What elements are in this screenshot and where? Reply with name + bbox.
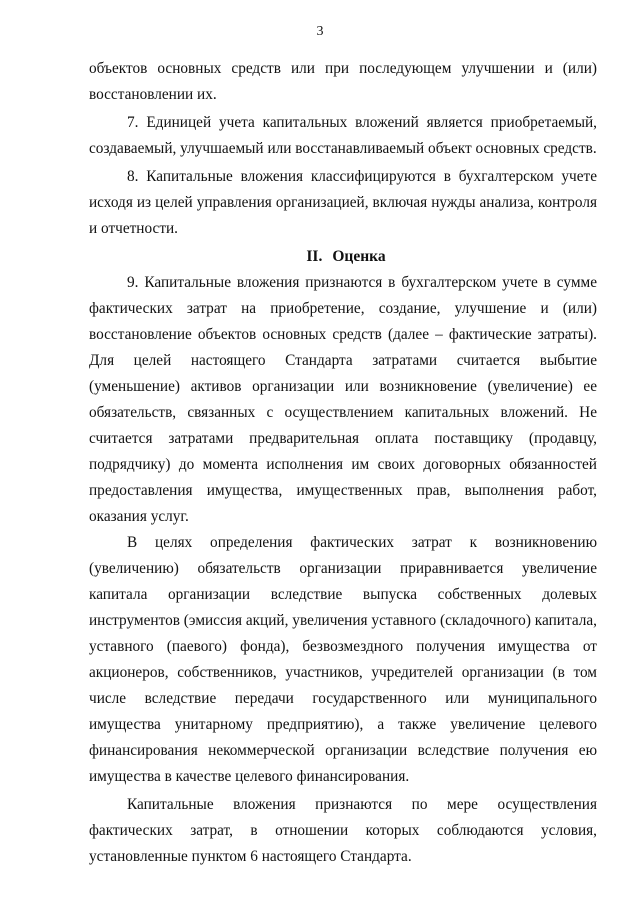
paragraph-9: 9. Капитальные вложения признаются в бухгалтерском учете в сумме фактических затрат на приобретение, создание, улучшение и (или) восстановление объектов основных средств (далее – фактические затраты). Для целей настоящего Стандарта затратами считается выбытие (уменьшение) активов организации или возникновение (увеличение) ее обязательств, связанных с осуществлением капитальных вложений. Не считается затратами предварительная оплата поставщику (продавцу, подрядчику) до момента исполнения им своих договорных обязанностей предоставления имущества, имущественных прав, выполнения работ, оказания услуг. xyxy=(89,274,597,525)
paragraph-9-continuation: В целях определения фактических затрат к возникновению (увеличению) обязательств организации приравнивается увеличение капитала организации вследствие выпуска собственных долевых инструментов (эмиссия акций, увеличения уставного (складочного) капитала, уставного (паевого) фонда), безвозмездного получения имущества от акционеров, собственников, участников, учредителей организации (в том числе вследствие передачи государственного или муниципального имущества унитарному предприятию), а также увеличение целевого финансирования некоммерческой организации вследствие получения ею имущества в качестве целевого финансирования. xyxy=(89,534,597,785)
page-number: 3 xyxy=(316,24,324,39)
paragraph-7: 7. Единицей учета капитальных вложений является приобретаемый, создаваемый, улучшаемый или восстанавливаемый объект основных средств. xyxy=(89,114,597,157)
paragraph-9-recognition: Капитальные вложения признаются по мере осуществления фактических затрат, в отношении которых соблюдаются условия, установленные пунктом 6 настоящего Стандарта. xyxy=(89,796,597,865)
paragraph-continuation: объектов основных средств или при последующем улучшении и (или) восстановлении их. xyxy=(89,60,597,103)
document-body xyxy=(89,56,597,870)
section-title: Оценка xyxy=(332,248,386,265)
section-heading xyxy=(89,244,597,270)
paragraph-8: 8. Капитальные вложения классифицируются в бухгалтерском учете исходя из целей управления организацией, включая нужды анализа, контроля и отчетности. xyxy=(89,168,597,237)
section-numeral: II. xyxy=(306,248,323,265)
